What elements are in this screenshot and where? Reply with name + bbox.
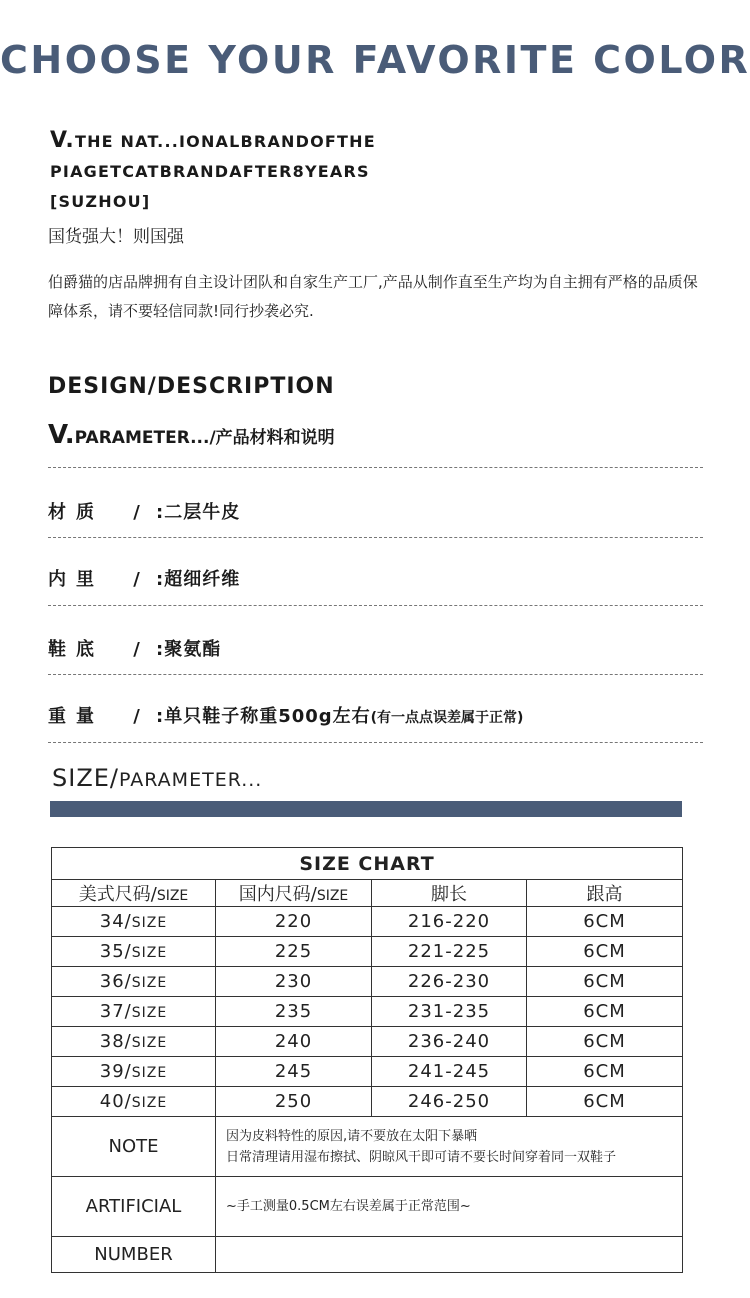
param-value: :二层牛皮 (156, 502, 241, 523)
param-note: (有一点点误差属于正常) (370, 710, 524, 726)
param-label: 鞋底 (48, 639, 104, 660)
table-row: 34/SIZE 220 216-220 6CM (52, 907, 683, 937)
size-title: SIZE/PARAMETER... (52, 764, 263, 792)
table-row: 38/SIZE 240 236-240 6CM (52, 1027, 683, 1057)
param-value: :单只鞋子称重500g左右 (156, 706, 371, 727)
param-label: 材质 (48, 502, 104, 523)
size-chart-table (51, 847, 683, 1273)
param-label: 重量 (48, 706, 104, 727)
note-label: NOTE (52, 1117, 216, 1177)
table-row: 39/SIZE 245 241-245 6CM (52, 1057, 683, 1087)
param-value: :超细纤维 (156, 569, 241, 590)
header-foot-length: 脚长 (372, 880, 527, 907)
param-label: 内里 (48, 569, 104, 590)
artificial-row (52, 1177, 683, 1237)
artificial-text: ~手工测量0.5CM左右误差属于正常范围~ (216, 1177, 683, 1237)
parameter-title: V.PARAMETER.../产品材料和说明 (48, 420, 335, 450)
param-value: :聚氨酯 (156, 639, 222, 660)
header-cn-size: 国内尺码/SIZE (216, 880, 372, 907)
note-row (52, 1117, 683, 1177)
size-chart-title: SIZE CHART (52, 848, 683, 880)
number-row (52, 1237, 683, 1273)
param-row-sole: 鞋底 / :聚氨酯 (48, 635, 221, 661)
accent-bar (50, 801, 682, 817)
design-title: DESIGN/DESCRIPTION (48, 374, 335, 399)
param-row-weight: 重量 / :单只鞋子称重500g左右(有一点点误差属于正常) (48, 702, 523, 728)
intro-paragraph: 伯爵猫的店品牌拥有自主设计团队和自家生产工厂,产品从制作直至生产均为自主拥有严格的品质保障体系，请不要轻信同款!同行抄袭必究. (48, 273, 698, 320)
param-row-material: 材质 / :二层牛皮 (48, 498, 240, 524)
slogan: 国货强大！则国强 (48, 227, 184, 247)
divider (48, 742, 703, 743)
brand-line-1: V.THE NAT...IONALBRANDOFTHE (50, 128, 376, 153)
brand-statement (50, 126, 470, 217)
divider (48, 537, 703, 538)
number-label: NUMBER (52, 1237, 216, 1273)
table-header-row (52, 880, 683, 907)
artificial-label: ARTIFICIAL (52, 1177, 216, 1237)
brand-line-3: [SUZHOU] (50, 192, 151, 211)
table-row: 37/SIZE 235 231-235 6CM (52, 997, 683, 1027)
page-headline: CHOOSE YOUR FAVORITE COLOR (0, 38, 750, 82)
divider (48, 605, 703, 606)
header-heel-height: 跟高 (527, 880, 683, 907)
table-row: 40/SIZE 250 246-250 6CM (52, 1087, 683, 1117)
brand-line-2: PIAGETCATBRANDAFTER8YEARS (50, 162, 370, 181)
table-row: 36/SIZE 230 226-230 6CM (52, 967, 683, 997)
note-text: 因为皮料特性的原因,请不要放在太阳下暴晒 日常清理请用湿布擦拭、阴晾风干即可请不要长时间穿着同一双鞋子 (216, 1117, 683, 1177)
divider (48, 674, 703, 675)
divider (48, 467, 703, 468)
table-row: 35/SIZE 225 221-225 6CM (52, 937, 683, 967)
header-us-size: 美式尺码/SIZE (52, 880, 216, 907)
number-value (216, 1237, 683, 1273)
param-row-lining: 内里 / :超细纤维 (48, 565, 240, 591)
brand-initial: V. (50, 128, 75, 153)
